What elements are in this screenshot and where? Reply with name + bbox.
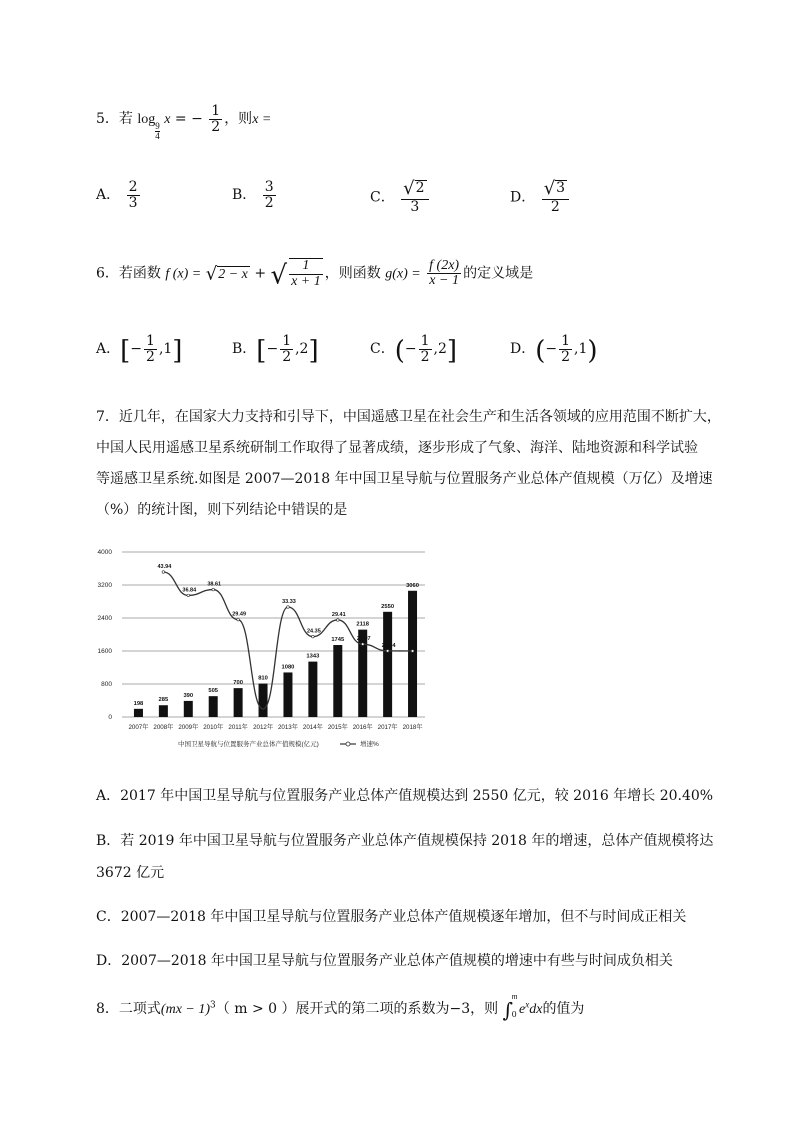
rate-point — [237, 618, 240, 621]
rate-point — [361, 643, 364, 646]
rate-label: 29.41 — [331, 611, 346, 618]
y-tick-label: 1600 — [97, 648, 112, 655]
bar — [234, 688, 243, 717]
x-tick-label: 2011年 — [228, 724, 248, 731]
y-tick-label: 0 — [108, 714, 112, 721]
q5-number: 5． — [96, 111, 119, 128]
q8-expr: (mx − 1) — [160, 1002, 211, 1017]
rate-label: 38.61 — [207, 581, 222, 588]
q5-half: $\frac{1}{2}$ — [211, 103, 221, 135]
rate-label: 20.04 — [381, 642, 396, 649]
rate-point — [212, 588, 215, 591]
q6-option-c[interactable]: C．(− $\frac{1}{2}$ ,2] — [370, 333, 458, 367]
x-tick-label: 2009年 — [178, 724, 199, 731]
q5-option-d[interactable]: D． $\frac{√3}{2}$ — [510, 180, 571, 215]
q5-eq: = − — [174, 111, 203, 128]
q5-mid: ，则 — [224, 111, 253, 128]
q5-option-c[interactable]: C． $\frac{√2}{3}$ — [370, 180, 431, 215]
bar — [408, 591, 417, 717]
x-tick-label: 2016年 — [352, 724, 373, 731]
bar — [333, 645, 342, 717]
q6-option-d[interactable]: D．(− $\frac{1}{2}$ ,1) — [510, 333, 598, 367]
q6-gx: g(x) = — [385, 266, 421, 282]
x-tick-label: 2017年 — [377, 724, 398, 731]
x-tick-label: 2010年 — [203, 724, 224, 731]
question-6: 6．若函数 f (x) = √2 − x + √ $\frac{1}{x + 1}$ ，则函数 g(x) = $\frac{f (2x)}{x - 1}$ 的定义域是 — [96, 257, 534, 291]
bar-value-label: 390 — [183, 692, 194, 699]
rate-point — [386, 650, 389, 653]
bar-value-label: 285 — [158, 697, 169, 704]
bar-value-label: 198 — [133, 700, 144, 707]
bar — [134, 709, 143, 717]
x-tick-label: 2015年 — [327, 724, 348, 731]
q7-line-1: 7．近几年，在国家大力支持和引导下，中国遥感卫星在社会生产和生活各领域的应用范围不断扩大， — [96, 409, 721, 425]
legend — [178, 739, 379, 748]
rate-point — [411, 650, 414, 653]
bar — [308, 662, 317, 717]
y-tick-label: 800 — [101, 681, 112, 688]
x-tick-label: 2012年 — [253, 724, 274, 731]
q7-option-b-cont: 3672 亿元 — [96, 865, 165, 881]
bar-value-label: 810 — [258, 675, 268, 682]
x-tick-label: 2008年 — [153, 724, 174, 731]
rate-label: 20 — [410, 643, 417, 649]
bar — [383, 612, 392, 717]
rate-label: 24.35 — [306, 628, 321, 635]
rate-point — [162, 571, 165, 574]
y-tick-label: 3200 — [97, 582, 112, 589]
bar-value-label: 505 — [208, 688, 219, 695]
legend-line-marker — [346, 742, 350, 746]
legend-line-label: 增速% — [360, 741, 379, 748]
question-8: 8．二项式(mx − 1)$^3$（ m > 0 ）展开式的第二项的系数为−3，则 ∫ m 0 $e^xdx$的值为 — [96, 992, 585, 1022]
x-tick-label: 2014年 — [302, 724, 323, 731]
q5-log: log $\frac{9}{4}$ — [137, 112, 160, 142]
q7-option-c[interactable]: C．2007—2018 年中国卫星导航与位置服务产业总体产值规模逐年增加，但不与时间成正相关 — [96, 909, 687, 925]
chart — [90, 540, 440, 755]
bar — [184, 701, 193, 717]
y-tick-label: 4000 — [97, 549, 112, 556]
bar-value-label: 1080 — [281, 664, 295, 671]
question-5 — [96, 104, 271, 141]
bar — [159, 705, 168, 717]
q5-option-b[interactable]: B． $\frac{3}{2}$ — [232, 179, 274, 211]
rate-label: 22.07 — [356, 636, 371, 643]
x-tick-label: 2018年 — [402, 724, 423, 731]
bar-value-label: 2118 — [356, 621, 369, 628]
x-tick-label: 2013年 — [277, 724, 298, 731]
bar — [283, 672, 292, 717]
q7-option-b[interactable]: B．若 2019 年中国卫星导航与位置服务产业总体产值规模保持 2018 年的增速，总体产值规模将达 — [96, 833, 714, 849]
rate-label: 36.84 — [182, 587, 197, 594]
rate-label: 33.33 — [282, 599, 296, 606]
q7-line-2: 中国人民用遥感卫星系统研制工作取得了显著成绩，逐步形成了气象、海洋、陆地资源和科学试验 — [96, 440, 698, 456]
rate-point — [312, 635, 315, 638]
bar-value-label: 2550 — [381, 603, 395, 610]
rate-label: 29.49 — [232, 611, 247, 618]
q7-line-3: 等遥感卫星系统.如图是 2007—2018 年中国卫星导航与位置服务产业总体产值规模（万亿）及增速 — [96, 471, 713, 487]
q6-fx: f (x) = — [165, 266, 202, 282]
legend-bar-label: 中国卫星导航与位置服务产业总体产值规模(亿元) — [178, 741, 319, 748]
q5-var: x — [164, 112, 171, 128]
rate-point — [336, 619, 339, 622]
q7-option-a[interactable]: A．2017 年中国卫星导航与位置服务产业总体产值规模达到 2550 亿元，较 2016 年增长 20.40% — [96, 788, 714, 804]
q6-option-a[interactable]: A．[− $\frac{1}{2}$ ,1] — [96, 333, 183, 367]
rate-label: 43.94 — [157, 563, 172, 570]
q5-option-a[interactable]: A． $\frac{2}{3}$ — [96, 179, 138, 211]
rate-point — [287, 606, 290, 609]
q5-prefix: 若 — [118, 111, 133, 128]
bar — [209, 696, 218, 717]
rate-point — [187, 594, 190, 597]
q6-option-b[interactable]: B．[− $\frac{1}{2}$ ,2] — [232, 333, 319, 367]
q8-integral: ∫ m 0 — [502, 992, 518, 1022]
bar-value-label: 1745 — [331, 637, 345, 644]
q7-line-4: （%）的统计图，则下列结论中错误的是 — [96, 502, 348, 518]
bar-value-label: 3060 — [406, 582, 419, 589]
y-tick-label: 2400 — [97, 615, 112, 622]
bar-value-label: 700 — [233, 680, 243, 687]
q5-tail: x = — [252, 112, 272, 128]
q7-option-d[interactable]: D．2007—2018 年中国卫星导航与位置服务产业总体产值规模的增速中有些与时间成负相关 — [96, 953, 673, 969]
bar-value-label: 1343 — [306, 653, 320, 660]
bar — [259, 684, 268, 717]
x-tick-label: 2007年 — [128, 724, 149, 731]
